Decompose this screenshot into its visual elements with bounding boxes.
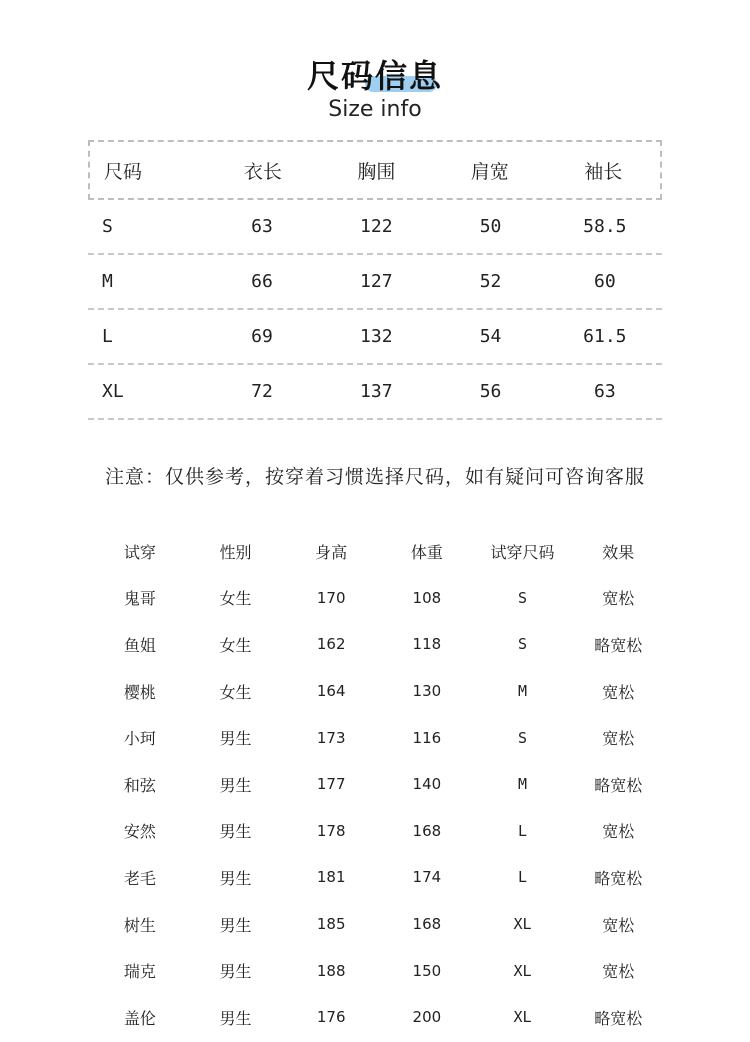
weight-cell: 200 <box>412 1008 442 1027</box>
header-cell: 试穿尺码 <box>490 542 555 562</box>
header-cell: 袖长 <box>584 160 623 183</box>
shoulder-cell: 52 <box>479 271 502 292</box>
gender-cell: 男生 <box>219 868 252 888</box>
table-row <box>88 255 662 310</box>
weight-cell: 150 <box>412 961 442 980</box>
height-cell: 173 <box>316 728 346 747</box>
chest-cell: 122 <box>360 216 393 237</box>
page-subtitle: Size info <box>328 97 422 122</box>
tried-size-cell: M <box>518 775 528 794</box>
weight-cell: 108 <box>412 588 442 607</box>
header-cell: 身高 <box>315 542 348 562</box>
height-cell: 188 <box>316 961 346 980</box>
table-row <box>92 901 666 948</box>
gender-cell: 男生 <box>219 915 252 935</box>
tester-name: 老毛 <box>123 868 156 888</box>
weight-cell: 130 <box>412 682 442 701</box>
size-cell: M <box>102 271 113 292</box>
fit-effect-cell: 宽松 <box>602 682 635 702</box>
gender-cell: 女生 <box>219 635 252 655</box>
sleeve-cell: 61.5 <box>583 326 627 347</box>
table-row <box>92 808 666 855</box>
table-row <box>88 200 662 255</box>
sleeve-cell: 60 <box>594 271 616 292</box>
length-cell: 72 <box>251 381 273 402</box>
page-title-text: 尺码信息 <box>306 57 443 95</box>
table-row <box>88 310 662 365</box>
header-cell: 胸围 <box>357 160 396 183</box>
sleeve-cell: 63 <box>594 381 616 402</box>
table-row <box>92 947 666 994</box>
weight-cell: 174 <box>412 868 442 887</box>
gender-cell: 男生 <box>219 775 252 795</box>
fit-effect-cell: 宽松 <box>602 822 635 842</box>
gender-cell: 女生 <box>219 682 252 702</box>
height-cell: 181 <box>316 868 346 887</box>
tester-name: 树生 <box>123 915 156 935</box>
tried-size-cell: L <box>518 821 528 840</box>
tester-name: 盖伦 <box>123 1008 156 1028</box>
chest-cell: 127 <box>360 271 393 292</box>
size-cell: L <box>102 326 113 347</box>
tester-name: 小珂 <box>123 729 156 749</box>
gender-cell: 女生 <box>219 589 252 609</box>
tried-size-cell: XL <box>513 961 532 980</box>
fit-effect-cell: 宽松 <box>602 915 635 935</box>
weight-cell: 140 <box>412 775 442 794</box>
fit-effect-cell: 略宽松 <box>594 775 643 795</box>
header-cell: 衣长 <box>243 160 282 183</box>
size-cell: S <box>102 216 113 237</box>
tester-name: 鬼哥 <box>123 589 156 609</box>
tried-size-cell: M <box>518 682 528 701</box>
gender-cell: 男生 <box>219 1008 252 1028</box>
height-cell: 185 <box>316 915 346 934</box>
gender-cell: 男生 <box>219 962 252 982</box>
header-cell: 效果 <box>602 542 635 562</box>
height-cell: 170 <box>316 588 346 607</box>
size-table-header <box>88 140 662 200</box>
table-row <box>92 994 666 1041</box>
header-cell: 肩宽 <box>470 160 509 183</box>
weight-cell: 118 <box>412 635 442 654</box>
size-note: 注意：仅供参考，按穿着习惯选择尺码，如有疑问可咨询客服 <box>104 466 645 488</box>
shoulder-cell: 56 <box>479 381 502 402</box>
tester-name: 和弦 <box>123 775 156 795</box>
title-block <box>0 56 750 124</box>
length-cell: 69 <box>251 326 273 347</box>
chest-cell: 132 <box>360 326 393 347</box>
tried-size-cell: XL <box>513 915 532 934</box>
height-cell: 162 <box>316 635 346 654</box>
tried-size-cell: S <box>518 588 528 607</box>
tester-name: 鱼姐 <box>123 635 156 655</box>
weight-cell: 116 <box>412 728 442 747</box>
try-on-table <box>92 528 666 1041</box>
fit-effect-cell: 略宽松 <box>594 1008 643 1028</box>
height-cell: 164 <box>316 682 346 701</box>
weight-cell: 168 <box>412 821 442 840</box>
gender-cell: 男生 <box>219 729 252 749</box>
size-cell: XL <box>102 381 124 402</box>
length-cell: 63 <box>251 216 273 237</box>
length-cell: 66 <box>251 271 273 292</box>
table-row <box>92 575 666 622</box>
gender-cell: 男生 <box>219 822 252 842</box>
height-cell: 177 <box>316 775 346 794</box>
chest-cell: 137 <box>360 381 393 402</box>
tester-name: 瑞克 <box>123 962 156 982</box>
table-row <box>92 854 666 901</box>
fit-effect-cell: 略宽松 <box>594 635 643 655</box>
fit-effect-cell: 宽松 <box>602 962 635 982</box>
table-row <box>92 761 666 808</box>
shoulder-cell: 50 <box>479 216 502 237</box>
table-row <box>92 621 666 668</box>
header-cell: 体重 <box>410 542 443 562</box>
shoulder-cell: 54 <box>479 326 502 347</box>
table-row <box>88 365 662 420</box>
tester-name: 樱桃 <box>123 682 156 702</box>
header-cell: 试穿 <box>123 542 156 562</box>
tester-name: 安然 <box>123 822 156 842</box>
tried-size-cell: L <box>518 868 528 887</box>
size-table <box>88 140 662 420</box>
try-on-header <box>92 528 666 575</box>
table-row <box>92 668 666 715</box>
table-row <box>92 714 666 761</box>
sleeve-cell: 58.5 <box>583 216 627 237</box>
fit-effect-cell: 宽松 <box>602 589 635 609</box>
header-cell: 性别 <box>219 542 252 562</box>
fit-effect-cell: 略宽松 <box>594 868 643 888</box>
tried-size-cell: S <box>518 728 528 747</box>
fit-effect-cell: 宽松 <box>602 729 635 749</box>
weight-cell: 168 <box>412 915 442 934</box>
page-title <box>307 56 443 96</box>
tried-size-cell: S <box>518 635 528 654</box>
header-cell: 尺码 <box>104 160 143 183</box>
height-cell: 176 <box>316 1008 346 1027</box>
height-cell: 178 <box>316 821 346 840</box>
tried-size-cell: XL <box>513 1008 532 1027</box>
